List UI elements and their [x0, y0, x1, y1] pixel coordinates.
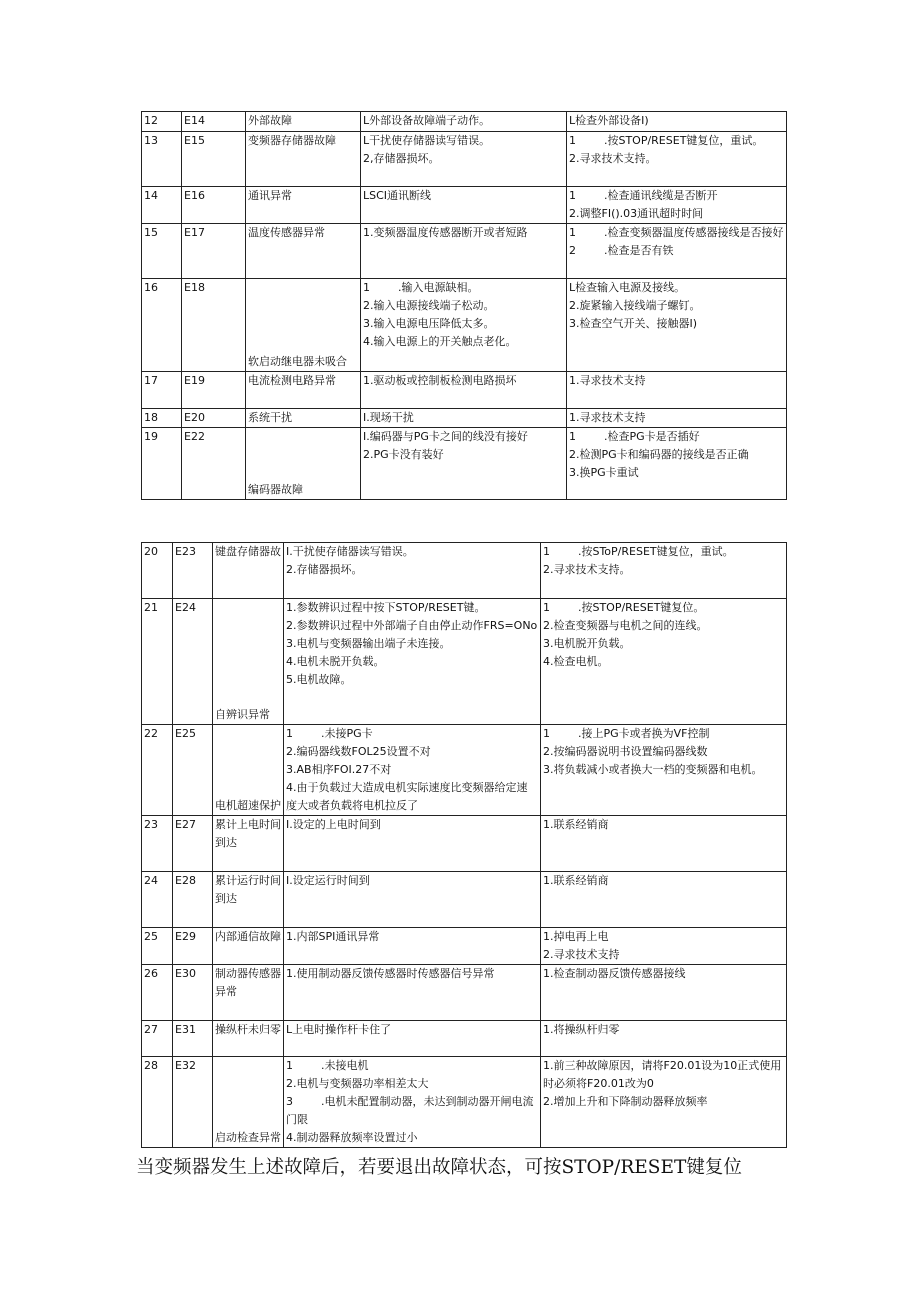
solution-line: 1.前三种故障原因，请将F20.01设为10正式使用时必须将F20.01改为0 [543, 1059, 782, 1090]
cause-line: I.设定运行时间到 [286, 874, 370, 887]
fault-name: 电机超速保护 [213, 725, 284, 816]
solution-line: 1.联系经销商 [543, 818, 609, 831]
solution-line: 2.旋紧输入接线端子螺钉。 [569, 299, 701, 312]
fault-solution [541, 816, 787, 872]
fault-solution [541, 1021, 787, 1057]
cause-line: 2.输入电源接线端子松动。 [363, 299, 495, 312]
fault-code: E25 [173, 725, 213, 816]
solution-line: 2.检查变频器与电机之间的连线。 [543, 619, 708, 632]
fault-number: 19 [142, 428, 182, 500]
fault-name: 启动检查异常 [213, 1057, 284, 1148]
solution-line: 1 .按STOP/RESET键复位，重试。 [569, 134, 764, 147]
cause-line: 3.电机与变频器输出端子未连接。 [286, 637, 451, 650]
solution-line: 1 .按STOP/RESET键复位。 [543, 601, 705, 614]
cause-line: I.设定的上电时间到 [286, 818, 381, 831]
solution-line: 2.增加上升和下降制动器释放频率 [543, 1095, 708, 1108]
solution-line: 1 .检查变频器温度传感器接线是否接好 [569, 226, 784, 239]
solution-line: 1.将操纵杆归零 [543, 1023, 620, 1036]
fault-cause [284, 1057, 541, 1148]
fault-cause [361, 372, 567, 409]
fault-table-1-body [142, 112, 787, 500]
fault-number: 17 [142, 372, 182, 409]
cause-line: I.现场干扰 [363, 411, 414, 424]
cause-line: I.干扰使存储器读写错误。 [286, 545, 414, 558]
fault-code: E17 [182, 224, 246, 279]
solution-line: 1 .接上PG卡或者换为VF控制 [543, 727, 710, 740]
solution-line: L检查输入电源及接线。 [569, 281, 686, 294]
fault-code: E29 [173, 928, 213, 965]
fault-number: 16 [142, 279, 182, 372]
cause-line: 4.电机未脱开负载。 [286, 655, 385, 668]
fault-solution [541, 543, 787, 599]
fault-cause [284, 1021, 541, 1057]
solution-line: 4.检查电机。 [543, 655, 609, 668]
fault-number: 27 [142, 1021, 173, 1057]
cause-line: 2,存储器损坏。 [363, 152, 440, 165]
fault-solution [567, 112, 787, 132]
fault-solution [567, 224, 787, 279]
cause-line: 1 .未接PG卡 [286, 727, 373, 740]
fault-cause [361, 409, 567, 428]
fault-cause [284, 725, 541, 816]
fault-code: E15 [182, 132, 246, 187]
fault-solution [567, 428, 787, 500]
fault-name: 温度传感器异常 [246, 224, 361, 279]
solution-line: 1.检查制动器反馈传感器接线 [543, 967, 686, 980]
solution-line: 2.寻求技术支持。 [543, 563, 631, 576]
fault-cause [361, 132, 567, 187]
table-row [142, 279, 787, 372]
cause-line: 1.驱动板或控制板检测电路损坏 [363, 374, 517, 387]
fault-number: 28 [142, 1057, 173, 1148]
fault-name: 制动器传感器异常 [213, 965, 284, 1021]
solution-line: 3.电机脱开负载。 [543, 637, 631, 650]
fault-number: 26 [142, 965, 173, 1021]
fault-name: 通讯异常 [246, 187, 361, 224]
footer-note: 当变频器发生上述故障后，若要退出故障状态，可按STOP/RESET键复位 [136, 1157, 742, 1178]
cause-line: L外部设备故障端子动作。 [363, 114, 491, 127]
table-row [142, 543, 787, 599]
cause-line: I.编码器与PG卡之间的线没有接好 [363, 430, 528, 443]
fault-number: 18 [142, 409, 182, 428]
fault-code: E31 [173, 1021, 213, 1057]
table-row [142, 372, 787, 409]
solution-line: 1.联系经销商 [543, 874, 609, 887]
fault-number: 14 [142, 187, 182, 224]
fault-solution [567, 372, 787, 409]
table-row [142, 816, 787, 872]
fault-cause [361, 187, 567, 224]
fault-name: 外部故障 [246, 112, 361, 132]
fault-name: 累计上电时间到达 [213, 816, 284, 872]
fault-table-2-body [142, 543, 787, 1148]
table-row [142, 1057, 787, 1148]
cause-line: 1.内部SPI通讯异常 [286, 930, 380, 943]
cause-line: LSCI通讯断线 [363, 189, 432, 202]
fault-solution [567, 187, 787, 224]
fault-solution [541, 928, 787, 965]
fault-cause [361, 279, 567, 372]
cause-line: 1 .输入电源缺相。 [363, 281, 479, 294]
cause-line: 3.输入电源电压降低太多。 [363, 317, 495, 330]
fault-name: 变频器存储器故障 [246, 132, 361, 187]
fault-code: E32 [173, 1057, 213, 1148]
cause-line: 3.AB相序FOI.27不对 [286, 763, 392, 776]
fault-solution [541, 965, 787, 1021]
fault-code: E14 [182, 112, 246, 132]
fault-solution [541, 872, 787, 928]
fault-cause [284, 965, 541, 1021]
fault-cause [284, 816, 541, 872]
fault-cause [361, 112, 567, 132]
fault-number: 20 [142, 543, 173, 599]
cause-line: 1.参数辨识过程中按下STOP/RESET键。 [286, 601, 486, 614]
fault-code: E23 [173, 543, 213, 599]
cause-line: 1.变频器温度传感器断开或者短路 [363, 226, 528, 239]
fault-code: E19 [182, 372, 246, 409]
table-row [142, 965, 787, 1021]
fault-name: 编码器故障 [246, 428, 361, 500]
solution-line: 3.换PG卡重试 [569, 466, 639, 479]
fault-solution [567, 132, 787, 187]
fault-name: 累计运行时间到达 [213, 872, 284, 928]
table-row [142, 224, 787, 279]
solution-line: 2.按编码器说明书设置编码器线数 [543, 745, 708, 758]
fault-solution [541, 725, 787, 816]
fault-cause [284, 599, 541, 725]
fault-code: E24 [173, 599, 213, 725]
fault-code: E22 [182, 428, 246, 500]
solution-line: 2.寻求技术支持。 [569, 152, 657, 165]
solution-line: 1.寻求技术支持 [569, 411, 646, 424]
fault-code: E16 [182, 187, 246, 224]
fault-number: 15 [142, 224, 182, 279]
cause-line: 3 .电机未配置制动器，未达到制动器开闸电流门限 [286, 1095, 534, 1126]
cause-line: 2.PG卡没有装好 [363, 448, 444, 461]
fault-name: 内部通信故障 [213, 928, 284, 965]
cause-line: 4.由于负载过大造成电机实际速度比变频器给定速度大或者负载将电机拉反了 [286, 781, 528, 812]
fault-number: 22 [142, 725, 173, 816]
solution-line: 2.检测PG卡和编码器的接线是否正确 [569, 448, 749, 461]
cause-line: 4.制动器释放频率设置过小 [286, 1131, 418, 1144]
fault-number: 24 [142, 872, 173, 928]
fault-code: E18 [182, 279, 246, 372]
fault-solution [567, 409, 787, 428]
fault-name: 自辨识异常 [213, 599, 284, 725]
table-row [142, 1021, 787, 1057]
table-row [142, 725, 787, 816]
solution-line: 3.将负载减小或者换大一档的变频器和电机。 [543, 763, 763, 776]
cause-line: 2.存储器损坏。 [286, 563, 363, 576]
solution-line: 3.检查空气开关、接触器I) [569, 317, 698, 330]
fault-number: 13 [142, 132, 182, 187]
fault-cause [361, 224, 567, 279]
fault-cause [284, 543, 541, 599]
fault-table-1 [141, 111, 787, 500]
fault-solution [567, 279, 787, 372]
fault-code: E28 [173, 872, 213, 928]
fault-table-2 [141, 542, 787, 1148]
solution-line: 1 .按SToP/RESET键复位，重试。 [543, 545, 734, 558]
fault-number: 12 [142, 112, 182, 132]
table-row [142, 187, 787, 224]
cause-line: 5.电机故障。 [286, 673, 352, 686]
fault-code: E27 [173, 816, 213, 872]
solution-line: 2 .检查是否有铁 [569, 244, 674, 257]
fault-name: 软启动继电器未吸合 [246, 279, 361, 372]
table-row [142, 872, 787, 928]
fault-name: 操纵杆未归零 [213, 1021, 284, 1057]
table-row [142, 928, 787, 965]
cause-line: L干扰使存储器读写错误。 [363, 134, 491, 147]
table-row [142, 428, 787, 500]
table-row [142, 132, 787, 187]
cause-line: 2.参数辨识过程中外部端子自由停止动作FRS=ONo [286, 619, 538, 632]
cause-line: 1.使用制动器反馈传感器时传感器信号异常 [286, 967, 495, 980]
cause-line: 4.输入电源上的开关触点老化。 [363, 335, 517, 348]
fault-solution [541, 599, 787, 725]
fault-name: 系统干扰 [246, 409, 361, 428]
cause-line: 2.电机与变频器功率相差太大 [286, 1077, 429, 1090]
solution-line: 1.寻求技术支持 [569, 374, 646, 387]
fault-cause [284, 872, 541, 928]
solution-line: 1.掉电再上电 [543, 930, 609, 943]
fault-solution [541, 1057, 787, 1148]
cause-line: 1 .未接电机 [286, 1059, 369, 1072]
solution-line: 2.寻求技术支持 [543, 948, 620, 961]
fault-number: 21 [142, 599, 173, 725]
fault-cause [284, 928, 541, 965]
fault-number: 25 [142, 928, 173, 965]
fault-code: E30 [173, 965, 213, 1021]
cause-line: 2.编码器线数FOL25设置不对 [286, 745, 431, 758]
solution-line: 1 .检查PG卡是否插好 [569, 430, 700, 443]
solution-line: 1 .检查通讯线缆是否断开 [569, 189, 718, 202]
table-row [142, 409, 787, 428]
fault-name: 电流检测电路异常 [246, 372, 361, 409]
fault-cause [361, 428, 567, 500]
fault-number: 23 [142, 816, 173, 872]
solution-line: L检查外部设备I) [569, 114, 649, 127]
table-row [142, 599, 787, 725]
solution-line: 2.调整FI().03通讯超时时间 [569, 207, 704, 220]
fault-code: E20 [182, 409, 246, 428]
table-row [142, 112, 787, 132]
fault-name: 键盘存储器故 [213, 543, 284, 599]
cause-line: L上电时操作杆卡住了 [286, 1023, 392, 1036]
